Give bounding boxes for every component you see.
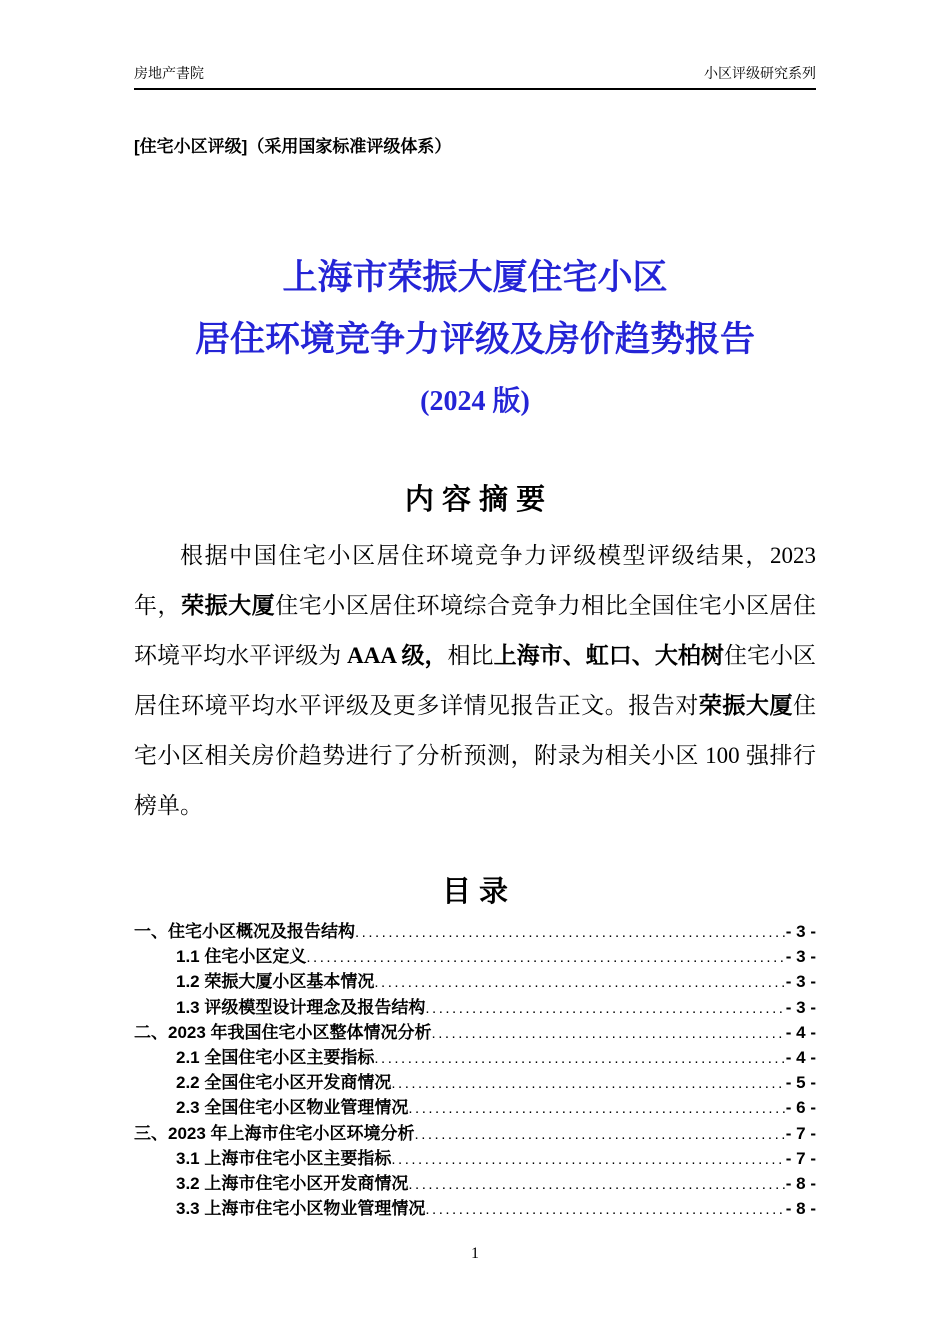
toc-dot-leader (425, 996, 785, 1021)
header-left-text: 房地产書院 (134, 65, 204, 81)
toc-entry-page: - 5 - (785, 1073, 816, 1093)
report-title-line-1: 上海市荣振大厦住宅小区 (282, 258, 668, 297)
summary-text: 住宅小区相关房价趋势进行了分析预测，附录为相关小区 100 强排行榜单。 (134, 693, 817, 818)
toc-entry[interactable] (134, 944, 816, 969)
toc-entry-page: - 3 - (785, 922, 816, 941)
toc-entry[interactable] (134, 1171, 816, 1196)
toc-entry-page: - 8 - (785, 1199, 816, 1219)
summary-bold-text: 荣振大厦 (181, 593, 276, 618)
report-title (134, 247, 816, 420)
toc-entry-label: 二、2023 年我国住宅小区整体情况分析 (134, 1022, 432, 1042)
toc-entry-label: 2.1 全国住宅小区主要指标 (176, 1047, 375, 1067)
toc-dot-leader (391, 1147, 785, 1172)
toc-dot-leader (374, 970, 785, 995)
toc-entry-page: - 3 - (785, 947, 816, 967)
page-header (134, 0, 816, 83)
toc-entry[interactable] (134, 969, 816, 994)
toc-entry[interactable] (134, 1146, 816, 1171)
toc-entry[interactable] (134, 919, 816, 944)
toc-entry-page: - 7 - (785, 1123, 816, 1143)
toc-entry-label: 2.3 全国住宅小区物业管理情况 (176, 1098, 409, 1118)
toc-entry[interactable] (134, 1196, 816, 1221)
toc-heading: 目 录 (441, 876, 509, 908)
toc-entry-label: 一、住宅小区概况及报告结构 (134, 922, 355, 941)
toc-entry-label: 3.3 上海市住宅小区物业管理情况 (176, 1199, 426, 1219)
summary-bold-text: AAA 级， (347, 643, 448, 668)
summary-text: 根据中国住宅小区居住环境竞争力评级模型评级结果，2023 年， (134, 543, 816, 618)
toc-entry-label: 1.2 荣振大厦小区基本情况 (176, 972, 375, 992)
header-divider (134, 88, 816, 90)
toc-entry-page: - 6 - (785, 1098, 816, 1118)
toc-dot-leader (408, 1096, 785, 1121)
page-number: 1 (471, 1245, 479, 1262)
toc-dot-leader (415, 1122, 786, 1147)
toc-entry-label: 1.1 住宅小区定义 (176, 947, 307, 967)
summary-text: 相比 (447, 643, 494, 668)
summary-text: 住宅小区居住环境平均水平评级及更多详情见报告正文。报告对 (134, 643, 817, 718)
toc-entry-page: - 4 - (785, 1047, 816, 1067)
toc-entry-page: - 3 - (785, 972, 816, 992)
toc-entry-page: - 8 - (785, 1173, 816, 1193)
toc-entry[interactable] (134, 1045, 816, 1070)
summary-bold-text: 荣振大厦 (698, 693, 794, 718)
toc-dot-leader (306, 945, 785, 970)
toc-entry[interactable] (134, 1020, 816, 1045)
rating-system-note: [住宅小区评级]（采用国家标准评级体系） (134, 137, 452, 156)
summary-heading: 内 容 摘 要 (404, 484, 546, 516)
toc-entry-page: - 3 - (785, 997, 816, 1017)
summary-paragraph (134, 531, 816, 831)
report-title-line-2: 居住环境竞争力评级及房价趋势报告 (194, 320, 755, 359)
toc-entry[interactable] (134, 1095, 816, 1120)
toc-entry[interactable] (134, 1070, 816, 1095)
toc-entry[interactable] (134, 1121, 816, 1146)
toc-dot-leader (432, 1021, 786, 1046)
report-title-edition: (2024 版) (420, 386, 530, 417)
toc-dot-leader (355, 920, 786, 945)
toc-entry-label: 3.1 上海市住宅小区主要指标 (176, 1148, 392, 1168)
header-right-text: 小区评级研究系列 (704, 65, 816, 81)
toc-entry-label: 1.3 评级模型设计理念及报告结构 (176, 997, 426, 1017)
toc-entry-label: 2.2 全国住宅小区开发商情况 (176, 1073, 392, 1093)
toc-dot-leader (425, 1197, 785, 1222)
toc-dot-leader (408, 1172, 785, 1197)
toc-dot-leader (374, 1046, 785, 1071)
table-of-contents (134, 919, 816, 1221)
toc-dot-leader (391, 1071, 785, 1096)
toc-entry-page: - 4 - (785, 1022, 816, 1042)
summary-text: 住宅小区居住环境综合竞争力相比全国住宅小区居住环境平均水平评级为 (134, 593, 817, 668)
toc-entry-label: 三、2023 年上海市住宅小区环境分析 (134, 1123, 415, 1143)
toc-entry-page: - 7 - (785, 1148, 816, 1168)
toc-entry[interactable] (134, 995, 816, 1020)
toc-entry-label: 3.2 上海市住宅小区开发商情况 (176, 1173, 409, 1193)
summary-bold-text: 上海市、虹口、大柏树 (493, 643, 724, 668)
